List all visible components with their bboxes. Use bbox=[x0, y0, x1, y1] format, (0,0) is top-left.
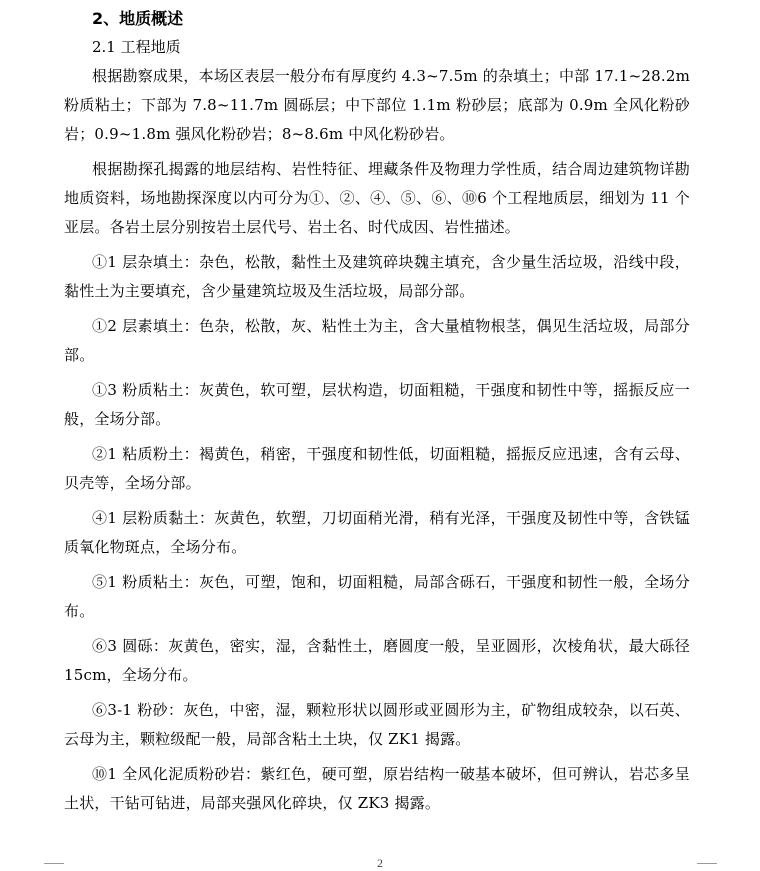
subsection-heading: 2.1 工程地质 bbox=[92, 38, 181, 56]
page-content bbox=[64, 6, 690, 824]
section-heading: 2、地质概述 bbox=[92, 9, 184, 28]
paragraph-strata-division: 根据勘探孔揭露的地层结构、岩性特征、埋藏条件及物理力学性质，结合周边建筑物详勘地质资料，场地勘探深度以内可分为①、②、④、⑤、⑥、⑩6 个工程地质层，细划为 11 个亚层。各岩土层分别按岩土层代号、岩土名、时代成因、岩性描述。 bbox=[64, 160, 690, 236]
paragraph-layer-5-1: ⑤1 粉质粘土：灰色，可塑，饱和，切面粗糙，局部含砾石，干强度和韧性一般，全场分布。 bbox=[64, 573, 690, 620]
paragraph-layer-6-3-1: ⑥3-1 粉砂：灰色，中密，湿，颗粒形状以圆形或亚圆形为主，矿物组成较杂，以石英、云母为主，颗粒级配一般，局部含粘土土块，仅 ZK1 揭露。 bbox=[64, 701, 690, 748]
paragraph-layer-1-1: ①1 层杂填土：杂色，松散，黏性土及建筑碎块魏主填充，含少量生活垃圾，沿线中段，黏性土为主要填充，含少量建筑垃圾及生活垃圾，局部分部。 bbox=[64, 253, 690, 300]
paragraph-layer-1-3: ①3 粉质粘土：灰黄色，软可塑，层状构造，切面粗糙，干强度和韧性中等，摇振反应一般，全场分部。 bbox=[64, 381, 690, 428]
paragraph-layer-10-1: ⑩1 全风化泥质粉砂岩：紫红色，硬可塑，原岩结构一破基本破坏，但可辨认，岩芯多呈土状，干钻可钻进，局部夹强风化碎块，仅 ZK3 揭露。 bbox=[64, 765, 690, 812]
page-corner-mark-right bbox=[697, 863, 717, 864]
paragraph-layer-1-2: ①2 层素填土：色杂，松散，灰、粘性土为主，含大量植物根茎，偶见生活垃圾，局部分部。 bbox=[64, 317, 690, 364]
paragraph-layer-6-3: ⑥3 圆砾：灰黄色，密实，湿，含黏性土，磨圆度一般，呈亚圆形，次棱角状，最大砾径 15cm，全场分布。 bbox=[64, 637, 690, 684]
paragraph-overview: 根据勘察成果，本场区表层一般分布有厚度约 4.3~7.5m 的杂填土；中部 17.1~28.2m 粉质粘土；下部为 7.8~11.7m 圆砾层；中下部位 1.1m 粉砂层；底部为 0.9m 全风化粉砂岩；0.9~1.8m 强风化粉砂岩；8~8.6m 中风化粉砂岩。 bbox=[64, 67, 690, 143]
paragraph-layer-4-1: ④1 层粉质黏土：灰黄色，软塑，刀切面稍光滑，稍有光泽，干强度及韧性中等，含铁锰质氧化物斑点，全场分布。 bbox=[64, 509, 690, 556]
page-number: 2 bbox=[377, 856, 383, 870]
paragraph-layer-2-1: ②1 粘质粉土：褐黄色，稍密，干强度和韧性低，切面粗糙，摇振反应迅速，含有云母、贝壳等，全场分部。 bbox=[64, 445, 690, 492]
